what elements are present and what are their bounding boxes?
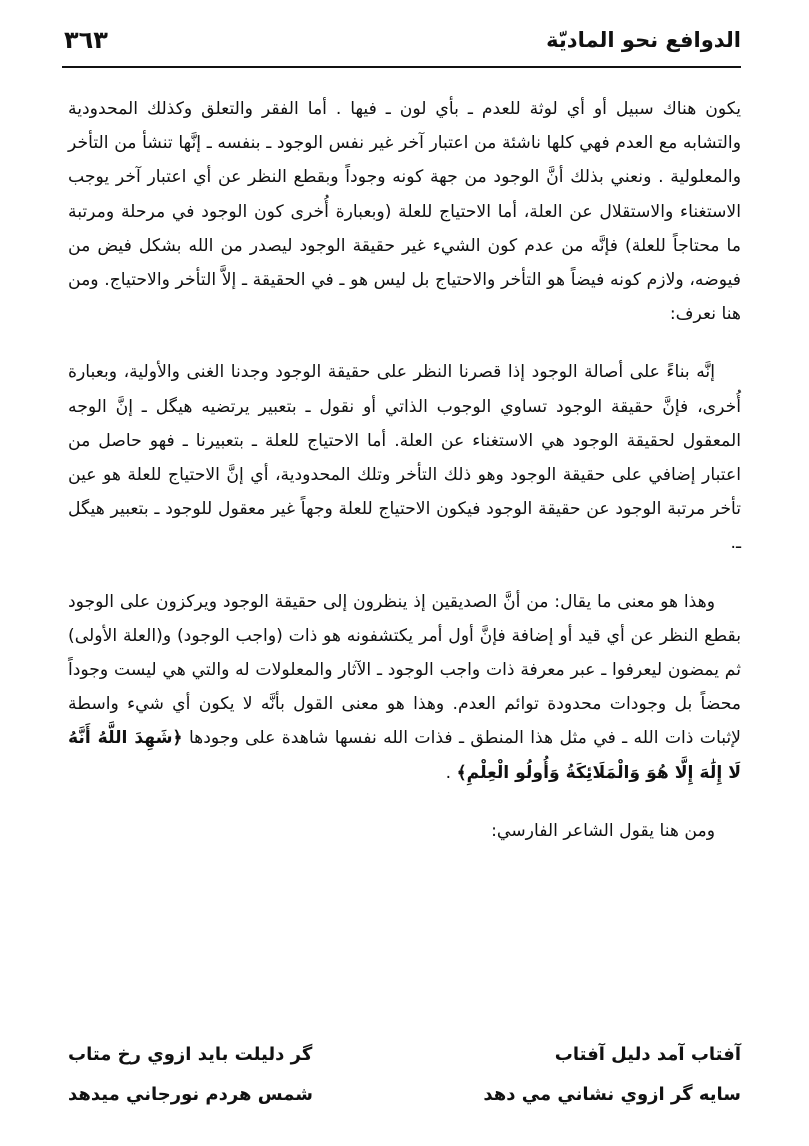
paragraph-3 — [68, 585, 741, 790]
poem-hemistich-left: شمس هردم نورجاني ميدهد — [68, 1084, 313, 1105]
persian-poem — [68, 1035, 741, 1115]
poem-verse — [68, 1075, 741, 1115]
quran-verse: ﴿شَهِدَ اللَّهُ أَنَّهُ لَا إِلَٰهَ إِلَّا هُوَ وَالْمَلَائِكَةُ وَأُولُو الْعِلْمِ﴾ — [68, 728, 741, 783]
body-text — [68, 92, 741, 860]
poem-hemistich-right: سايه گر ازوي نشاني مي دهد — [483, 1084, 741, 1105]
poem-verse — [68, 1035, 741, 1075]
paragraph-3-text: وهذا هو معنى ما يقال: من أنَّ الصديقين إذ ينظرون إلى حقيقة الوجود ويركزون على الوجود بقطع النظر عن أي قيد أو إضافة فإنَّ أول أمر يكتشفونه هو ذات (واجب الوجود) و(العلة الأولى) ثم يمضون ليعرفوا ـ عبر معرفة ذات واجب الوجود ـ الآثار والمعلولات له والتي هي ليست وجوداً محضاً بل وجودات محدودة توائم العدم. وهذا هو معنى القول بأنَّه لا يكون أي شيء واسطة لإثبات ذات الله ـ في مثل هذا المنطق ـ فذات الله نفسها شاهدة على وجودها — [68, 591, 741, 749]
page-header — [62, 22, 741, 68]
running-title: الدوافع نحو الماديّة — [546, 28, 741, 52]
page-number: ٣٦٣ — [64, 26, 108, 54]
paragraph-1: يكون هناك سبيل أو أي لوثة للعدم ـ بأي لون ـ فيها . أما الفقر والتعلق وكذلك المحدودية والتشابه مع العدم فهي كلها ناشئة من اعتبار آخر غير نفس الوجود ـ بنفسه ـ إنَّها تنشأ من التأخر والمعلولية . ونعني بذلك أنَّ الوجود من جهة كونه وجوداً وبقطع النظر عن أي اعتبار آخر يوجب الاستغناء والاستقلال عن العلة، أما الاحتياج للعلة (وبعبارة أُخرى كون الوجود في مرحلة ومرتبة ما محتاجاً للعلة) فإنَّه من عدم كون الشيء غير حقيقة الوجود ليصدر من الله بشكل فيض من فيوضه، ولازم كونه فيضاً هو التأخر والاحتياج بل ليس هو ـ في الحقيقة ـ إلاَّ التأخر والاحتياج. ومن هنا نعرف: — [68, 99, 741, 325]
poem-hemistich-left: گر دليلت بايد ازوي رخ متاب — [68, 1044, 313, 1065]
paragraph-3-end: . — [445, 762, 452, 783]
poem-hemistich-right: آفتاب آمد دليل آفتاب — [554, 1044, 741, 1065]
paragraph-2: إنَّه بناءً على أصالة الوجود إذا قصرنا النظر على حقيقة الوجود وجدنا الغنى والأولية، وبعبارة أُخرى، فإنَّ حقيقة الوجود تساوي الوجوب الذاتي أو نقول ـ بتعبير يرتضيه هيگل ـ إنَّ الوجه المعقول لحقيقة الوجود هي الاستغناء عن العلة. أما الاحتياج للعلة ـ بتعبيرنا ـ فهو حاصل من اعتبار إضافي على حقيقة الوجود وهو ذلك التأخر وتلك المحدودية، أي إنَّ الاحتياج للعلة هو عين تأخر مرتبة الوجود عن حقيقة الوجود فيكون الاحتياج للعلة وجهاً غير معقول للوجود ـ بتعبير هيگل ـ. — [68, 362, 741, 554]
poem-intro: ومن هنا يقول الشاعر الفارسي: — [491, 820, 715, 841]
